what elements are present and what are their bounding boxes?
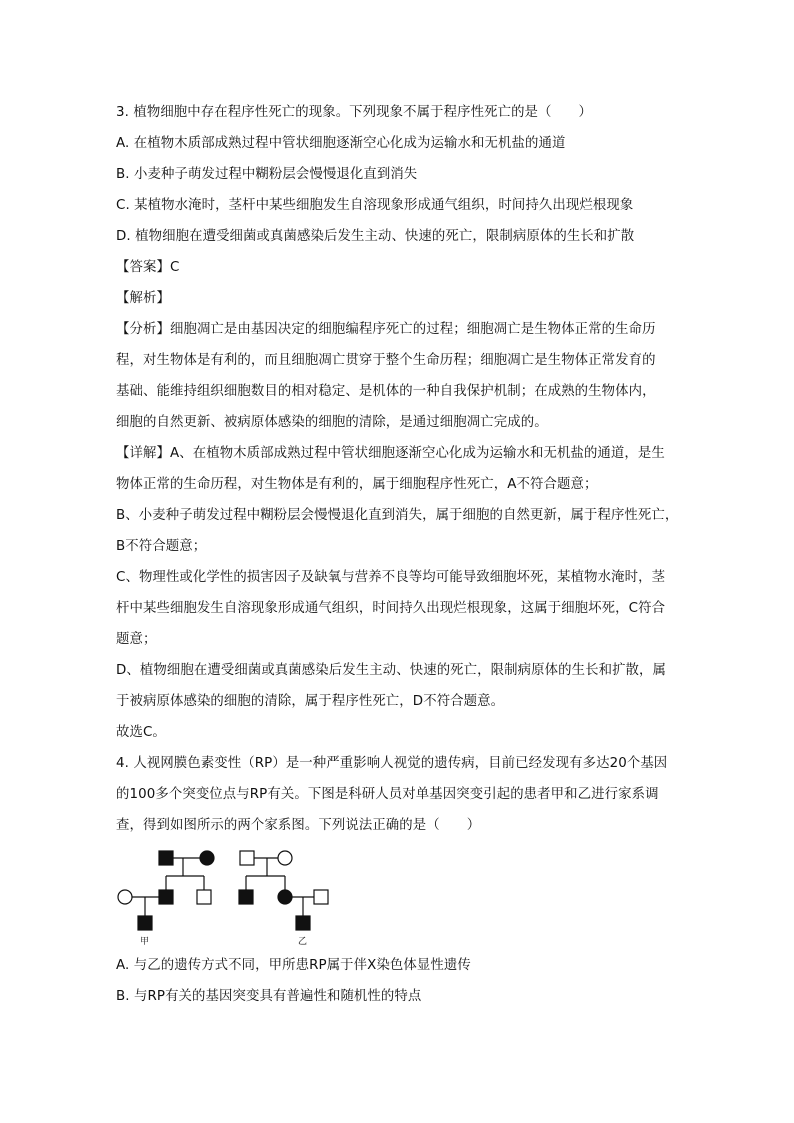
q3-option-a: A. 在植物木质部成熟过程中管状细胞逐渐空心化成为运输水和无机盐的通道 [116,136,566,151]
normal-male-symbol [240,851,254,865]
normal-female-symbol [278,851,292,865]
label-jia: 甲 [140,937,150,947]
normal-male-symbol [314,890,328,904]
q3-detail-line: 杆中某些细胞发生自溶现象形成通气组织，时间持久出现烂根现象，这属于细胞坏死，C符合 [116,601,666,616]
affected-male-symbol [239,890,253,904]
q4-option-b: B. 与RP有关的基因突变具有普遍性和随机性的特点 [116,989,422,1004]
q4-stem-line: 查，得到如图所示的两个家系图。下列说法正确的是（ ） [116,818,481,833]
q3-analysis-heading: 【解析】 [116,291,170,306]
normal-male-symbol [197,890,211,904]
q4-stem-line: 的100多个突变位点与RP有关。下图是科研人员对单基因突变引起的患者甲和乙进行家系调 [116,787,659,802]
q3-detail-line: B不符合题意； [116,539,207,554]
q3-detail-line: 【详解】A、在植物木质部成熟过程中管状细胞逐渐空心化成为运输水和无机盐的通道，是生 [116,446,665,461]
q3-analysis-line: 程，对生物体是有利的，而且细胞凋亡贯穿于整个生命历程；细胞凋亡是生物体正常发育的 [116,353,656,368]
q3-stem: 3. 植物细胞中存在程序性死亡的现象。下列现象不属于程序性死亡的是（ ） [116,105,593,120]
q3-option-d: D. 植物细胞在遭受细菌或真菌感染后发生主动、快速的死亡，限制病原体的生长和扩散 [116,229,635,244]
label-yi: 乙 [298,937,308,947]
affected-male-symbol [159,851,173,865]
affected-male-symbol [296,916,310,930]
q3-detail-line: 于被病原体感染的细胞的清除，属于程序性死亡，D不符合题意。 [116,694,505,709]
q3-analysis-line: 细胞的自然更新、被病原体感染的细胞的清除，是通过细胞凋亡完成的。 [116,415,548,430]
affected-male-symbol [159,890,173,904]
pedigree-figure [112,846,342,952]
q3-option-b: B. 小麦种子萌发过程中糊粉层会慢慢退化直到消失 [116,167,418,182]
affected-female-symbol [278,890,292,904]
q3-option-c: C. 某植物水淹时，茎杆中某些细胞发生自溶现象形成通气组织，时间持久出现烂根现象 [116,198,634,213]
affected-male-symbol [138,916,152,930]
q3-detail-line: C、物理性或化学性的损害因子及缺氧与营养不良等均可能导致细胞坏死，某植物水淹时，茎 [116,570,666,585]
q3-detail-line: B、小麦种子萌发过程中糊粉层会慢慢退化直到消失，属于细胞的自然更新，属于程序性死亡， [116,508,679,523]
normal-female-symbol [118,890,132,904]
q4-option-a: A. 与乙的遗传方式不同，甲所患RP属于伴X染色体显性遗传 [116,958,471,973]
q3-detail-line: D、植物细胞在遭受细菌或真菌感染后发生主动、快速的死亡，限制病原体的生长和扩散，属 [116,663,667,678]
q4-stem-line: 4. 人视网膜色素变性（RP）是一种严重影响人视觉的遗传病，目前已经发现有多达20个基因 [116,756,668,771]
affected-female-symbol [200,851,214,865]
q3-detail-line: 故选C。 [116,725,166,740]
q3-analysis-line: 基础、能维持组织细胞数目的相对稳定、是机体的一种自我保护机制；在成熟的生物体内， [116,384,656,399]
q3-analysis-line: 【分析】细胞凋亡是由基因决定的细胞编程序死亡的过程；细胞凋亡是生物体正常的生命历 [116,322,656,337]
q3-detail-line: 物体正常的生命历程，对生物体是有利的，属于细胞程序性死亡，A不符合题意； [116,477,598,492]
q3-detail-line: 题意； [116,632,157,647]
q3-answer: 【答案】C [116,260,180,275]
